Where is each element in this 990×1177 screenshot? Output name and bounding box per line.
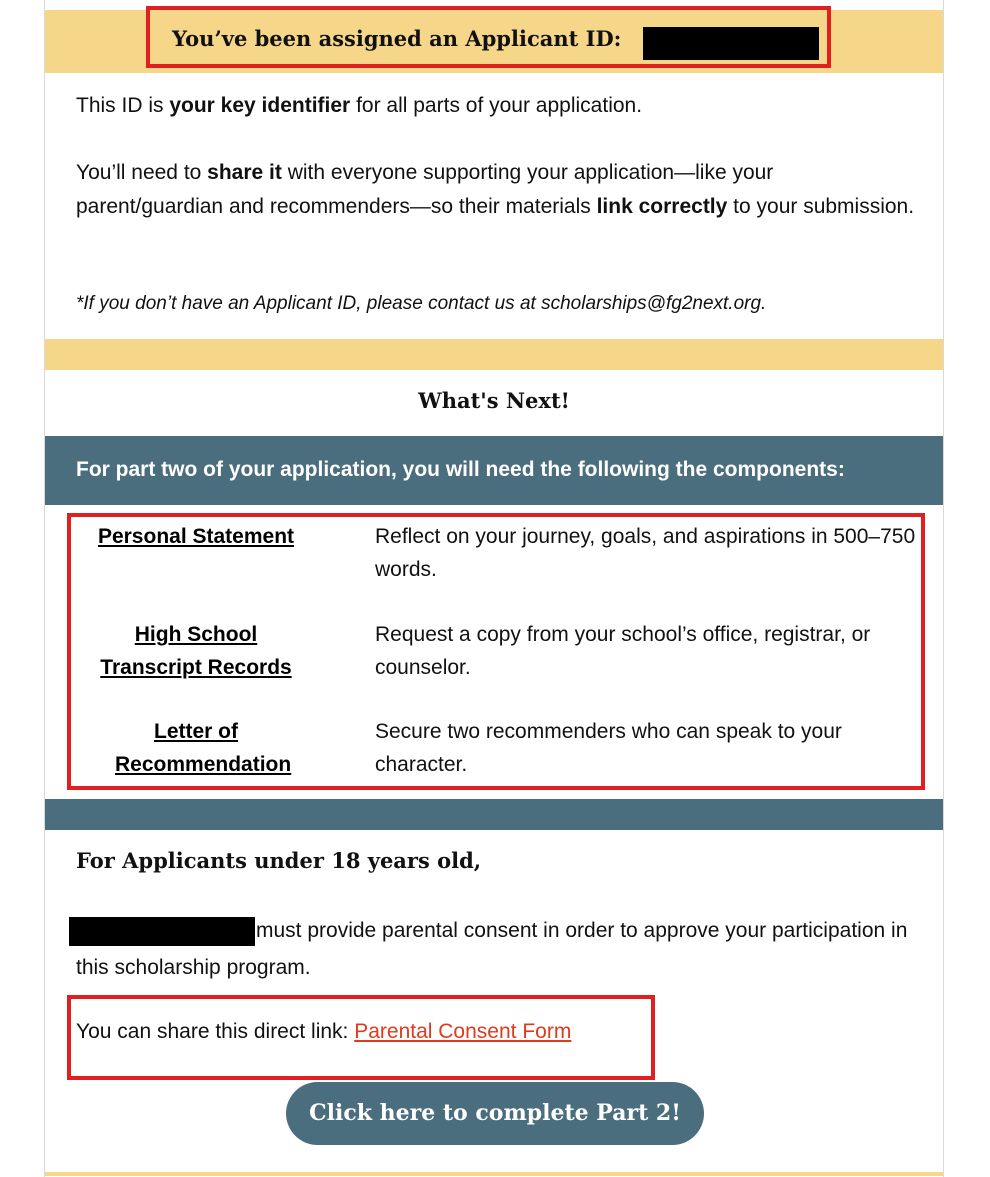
applicant-id-title: You’ve been assigned an Applicant ID: — [172, 26, 622, 51]
consent-paragraph: must provide parental consent in order to approve your participation in this scholarship program. — [76, 919, 908, 979]
link-highlight-box — [67, 995, 655, 1080]
under-18-heading: For Applicants under 18 years old, — [76, 848, 482, 873]
recommendation-letter-link[interactable]: Letter of Recommendation — [115, 720, 292, 776]
intro-paragraph-2: You’ll need to share it with everyone supporting your application—like your parent/guardian and recommenders—so their materials link correctly to your submission. — [76, 161, 915, 218]
transcript-records-link[interactable]: High School Transcript Records — [100, 623, 292, 679]
gold-divider — [45, 339, 943, 370]
complete-part-2-button[interactable]: Click here to complete Part 2! — [286, 1082, 704, 1145]
components-heading: For part two of your application, you will need the following the components: — [76, 458, 845, 481]
teal-divider — [45, 799, 943, 830]
personal-statement-description: Reflect on your journey, goals, and aspirations in 500–750 words. — [375, 525, 916, 581]
components-highlight-box — [67, 513, 925, 790]
intro-paragraph-1: This ID is your key identifier for all parts of your application. — [76, 94, 643, 117]
personal-statement-link[interactable]: Personal Statement — [97, 525, 295, 548]
id-highlight-box — [146, 6, 831, 68]
bottom-gold-line — [45, 1172, 943, 1176]
email-body — [44, 0, 944, 1177]
parental-consent-form-link[interactable]: Parental Consent Form — [354, 1020, 572, 1043]
whats-next-heading: What's Next! — [418, 388, 570, 413]
recommendation-letter-description: Secure two recommenders who can speak to your character. — [375, 720, 842, 776]
direct-link-line: You can share this direct link: Parental Consent Form — [76, 1020, 572, 1043]
contact-note: *If you don’t have an Applicant ID, please contact us at scholarships@fg2next.org. — [76, 293, 767, 314]
transcript-records-description: Request a copy from your school’s office, registrar, or counselor. — [375, 623, 871, 679]
